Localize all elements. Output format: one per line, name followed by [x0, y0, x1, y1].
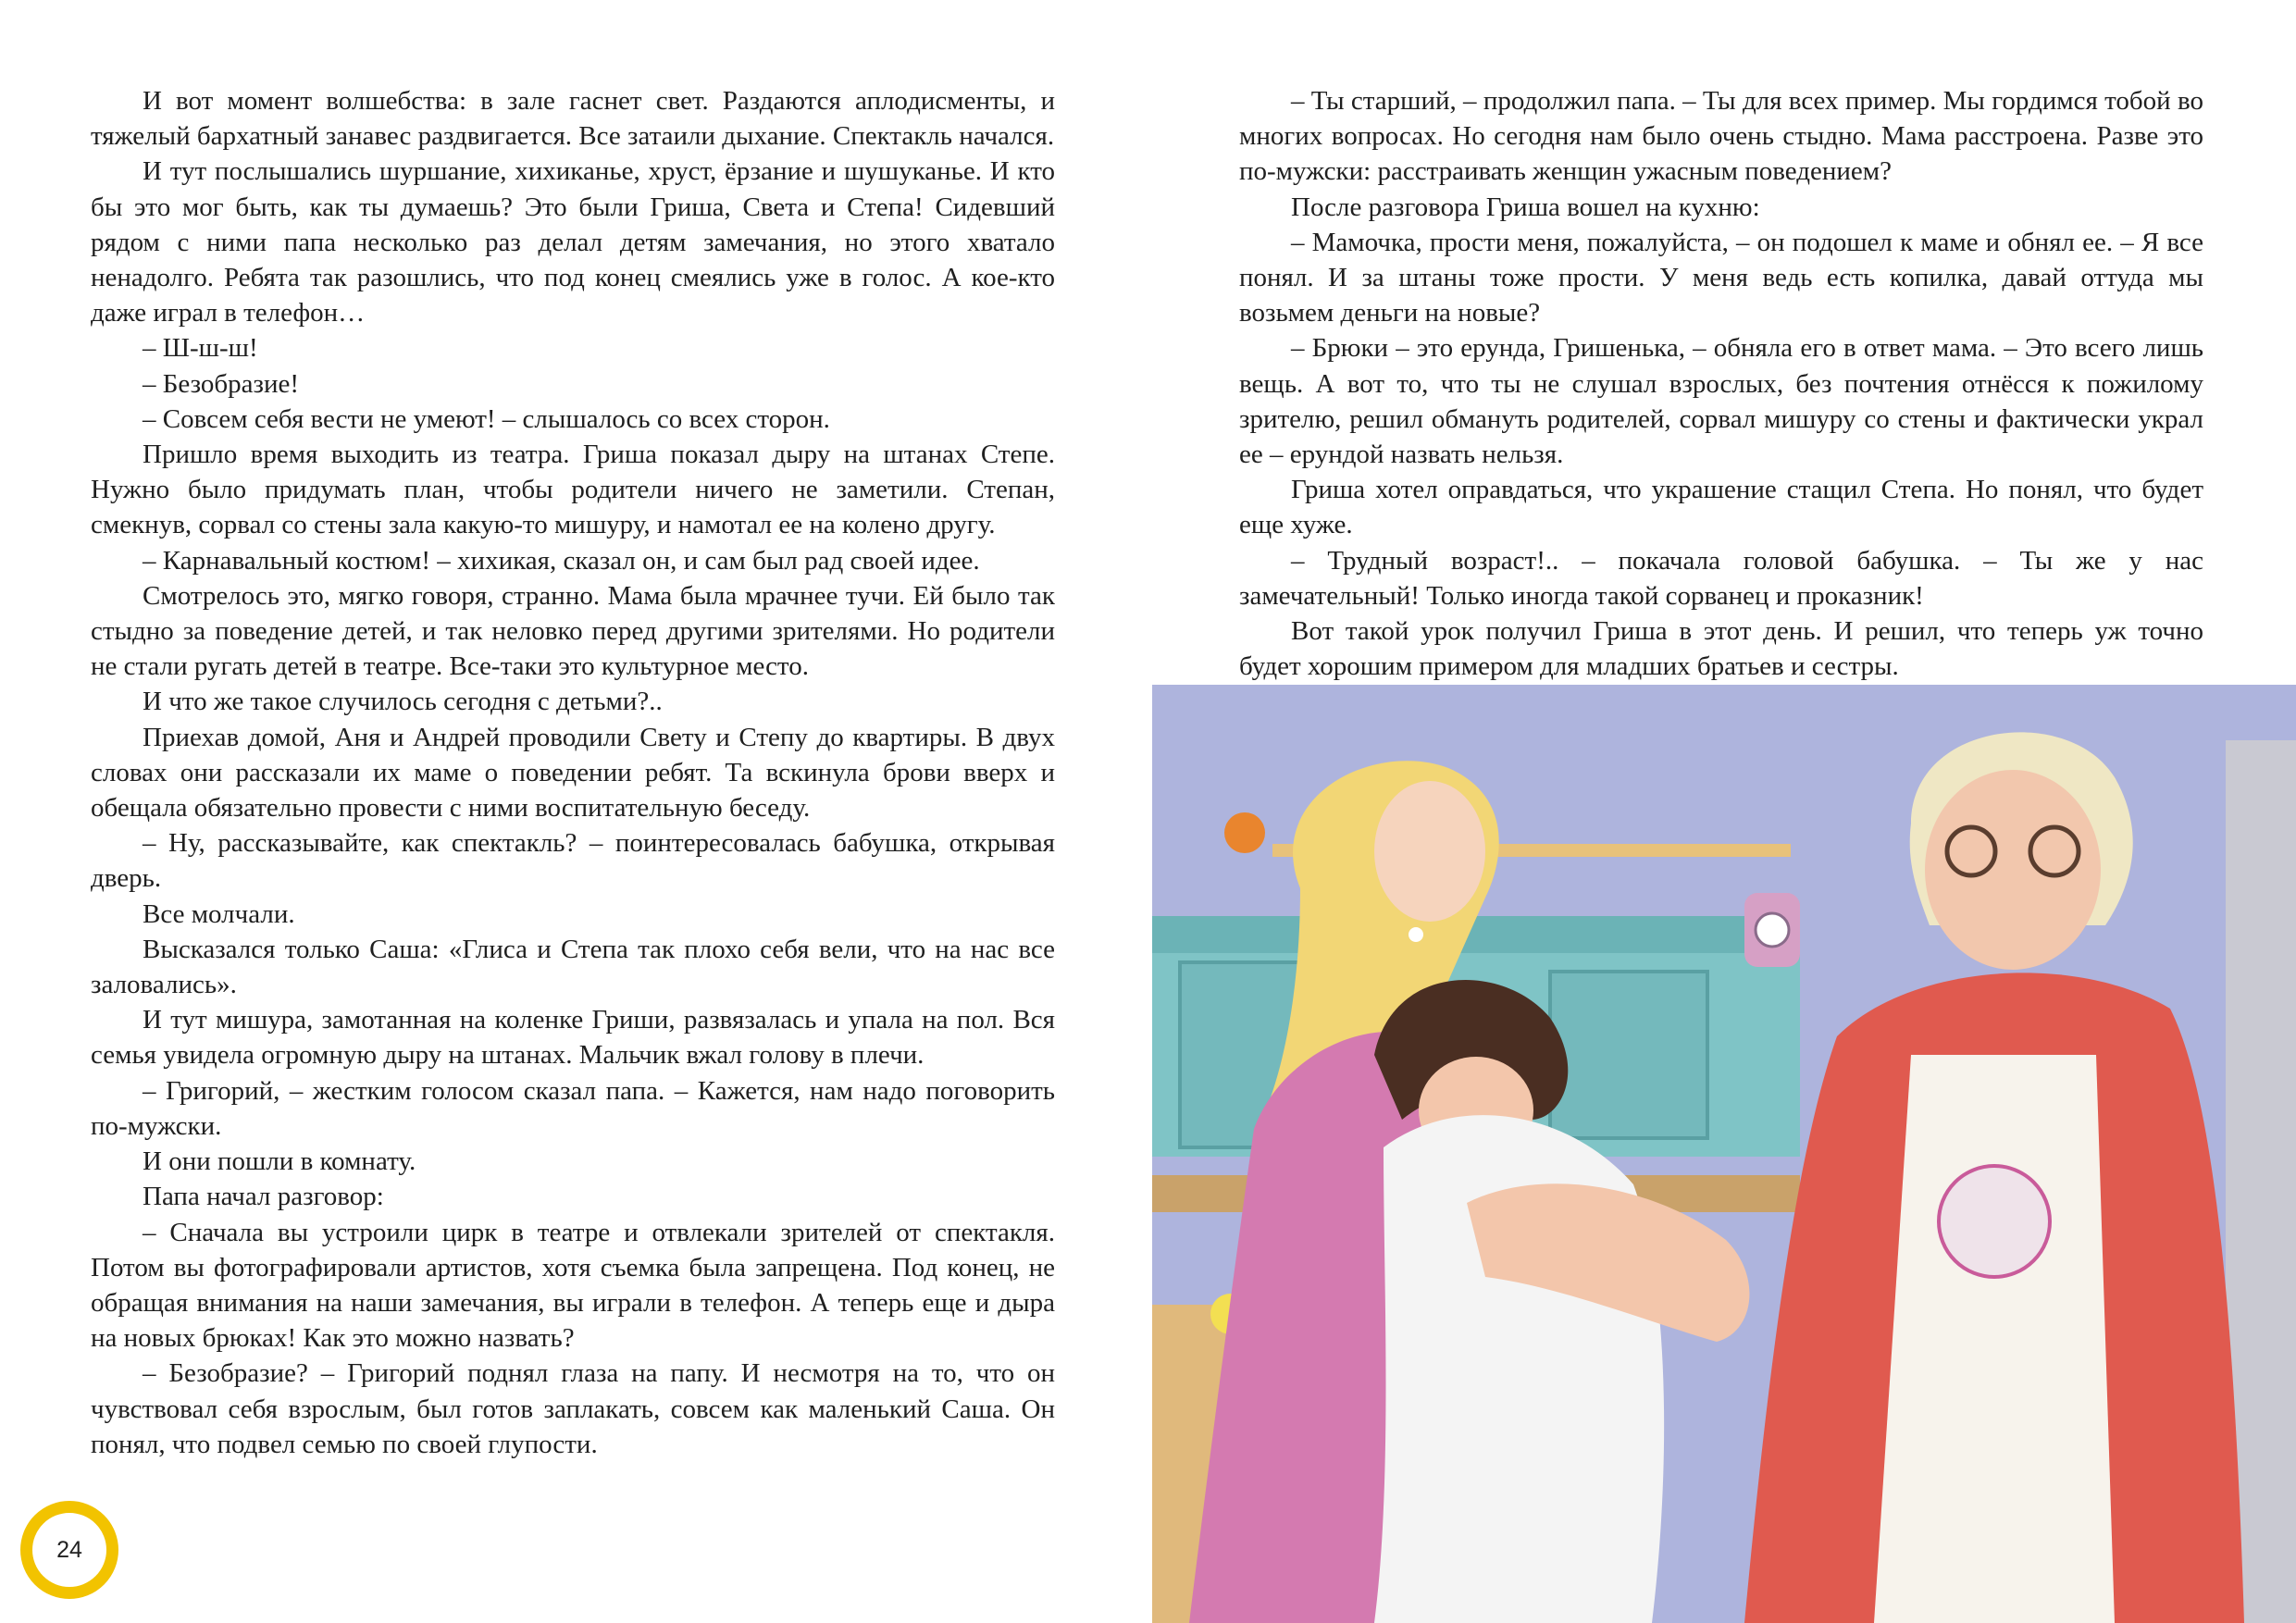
- paragraph: – Карнавальный костюм! – хихикая, сказал он, и сам был рад своей идее.: [143, 545, 980, 576]
- kitchen-hug-illustration: [1152, 685, 2296, 1623]
- paragraph: И что же такое случилось сегодня с детьми?..: [143, 687, 663, 717]
- paragraph: – Безобразие!: [143, 368, 300, 399]
- page-number: 24: [56, 1536, 82, 1563]
- paragraph: – Ш-ш-ш!: [143, 333, 258, 364]
- mother-face: [1374, 781, 1485, 922]
- mother-earring: [1409, 927, 1423, 942]
- wall-clock-icon: [1756, 913, 1789, 947]
- paragraph: Высказался только Саша: «Глиса и Степа так плохо себя вели, что на нас все заловались».: [91, 934, 1055, 1000]
- grandma-face: [1925, 770, 2101, 970]
- paragraph: Все молчали.: [143, 898, 295, 929]
- left-text-column: [91, 83, 1055, 1462]
- apron-embroidery: [1939, 1166, 2050, 1277]
- paragraph: – Совсем себя вести не умеют! – слышалось со всех сторон.: [143, 403, 830, 434]
- paragraph: Пришло время выходить из театра. Гриша показал дыру на штанах Степе. Нужно было придумать план, чтобы родители ничего не заметили. Степан, смекнув, сорвал со стены зала какую-то мишуру, и намотал ее на колено другу.: [91, 440, 1055, 540]
- kitchen-cabinets-upper: [1152, 916, 1800, 953]
- paragraph: – Григорий, – жестким голосом сказал папа. – Кажется, нам надо поговорить по-мужски.: [91, 1075, 1055, 1141]
- paragraph: – Мамочка, прости меня, пожалуйста, – он подошел к маме и обнял ее. – Я все понял. И за штаны тоже прости. У меня ведь есть копилка, давай оттуда мы возьмем деньги на новые?: [1239, 227, 2203, 328]
- pumpkin: [1224, 812, 1265, 853]
- paragraph: Гриша хотел оправдаться, что украшение стащил Степа. Но понял, что будет еще хуже.: [1239, 475, 2203, 540]
- page-number-badge: [20, 1501, 118, 1599]
- paragraph: – Ну, рассказывайте, как спектакль? – поинтересовалась бабушка, открывая дверь.: [91, 828, 1055, 894]
- paragraph: Папа начал разговор:: [143, 1182, 384, 1212]
- paragraph: – Сначала вы устроили цирк в театре и отвлекали зрителей от спектакля. Потом вы фотографировали артистов, хотя съемка была запрещена. Под конец, не обращая внимания на наши замечания, вы играли в телефон. А теперь еще и дыра на новых брюках! Как это можно назвать?: [91, 1217, 1055, 1354]
- paragraph: Вот такой урок получил Гриша в этот день. И решил, что теперь уж точно будет хорошим примером для младших братьев и сестры.: [1239, 616, 2203, 682]
- paragraph: – Ты старший, – продолжил папа. – Ты для всех пример. Мы гордимся тобой во многих вопросах. Но сегодня нам было очень стыдно. Мама расстроена. Разве это по-мужски: расстраивать женщин ужасным поведением?: [1239, 86, 2203, 187]
- paragraph: – Трудный возраст!.. – покачала головой бабушка. – Ты же у нас замечательный! Только иногда такой сорванец и проказник!: [1239, 545, 2203, 611]
- paragraph: И вот момент волшебства: в зале гаснет свет. Раздаются аплодисменты, и тяжелый бархатный занавес раздвигается. Все затаили дыхание. Спектакль начался.: [91, 86, 1055, 152]
- paragraph: И тут мишура, замотанная на коленке Гриши, развязалась и упала на пол. Вся семья увидела огромную дыру на штанах. Мальчик вжал голову в плечи.: [91, 1005, 1055, 1071]
- paragraph: И они пошли в комнату.: [143, 1146, 416, 1177]
- paragraph: – Безобразие? – Григорий поднял глаза на папу. И несмотря на то, что он чувствовал себя взрослым, был готов заплакать, совсем как маленький Саша. Он понял, что подвел семью по своей глупости.: [91, 1358, 1055, 1459]
- paragraph: Смотрелось это, мягко говоря, странно. Мама была мрачнее тучи. Ей было так стыдно за поведение детей, и так неловко перед другими зрителями. Но родители не стали ругать детей в театре. Все-таки это культурное место.: [91, 580, 1055, 682]
- paragraph: Приехав домой, Аня и Андрей проводили Свету и Степу до квартиры. В двух словах они рассказали их маме о поведении ребят. Та вскинула брови вверх и обещала обязательно провести с ними воспитательную беседу.: [91, 722, 1055, 824]
- paragraph: После разговора Гриша вошел на кухню:: [1291, 192, 1760, 222]
- cabinet-door: [1550, 972, 1707, 1138]
- paragraph: И тут послышались шуршание, хихиканье, хруст, ёрзание и шушуканье. И кто бы это мог быть, как ты думаешь? Это были Гриша, Света и Степа! Сидевший рядом с ними папа несколько раз делал детям замечания, но этого хватало ненадолго. Ребята так разошлись, что под конец смеялись уже в голос. А кое-кто даже играл в телефон…: [91, 156, 1055, 328]
- paragraph: – Брюки – это ерунда, Гришенька, – обняла его в ответ мама. – Это всего лишь вещь. А вот то, что ты не слушал взрослых, без почтения отнёсся к пожилому зрителю, решил обмануть родителей, сорвал мишуру со стены и фактически украл ее – ерундой назвать нельзя.: [1239, 333, 2203, 470]
- grandma-apron: [1874, 1055, 2115, 1623]
- right-text-column: [1239, 83, 2203, 684]
